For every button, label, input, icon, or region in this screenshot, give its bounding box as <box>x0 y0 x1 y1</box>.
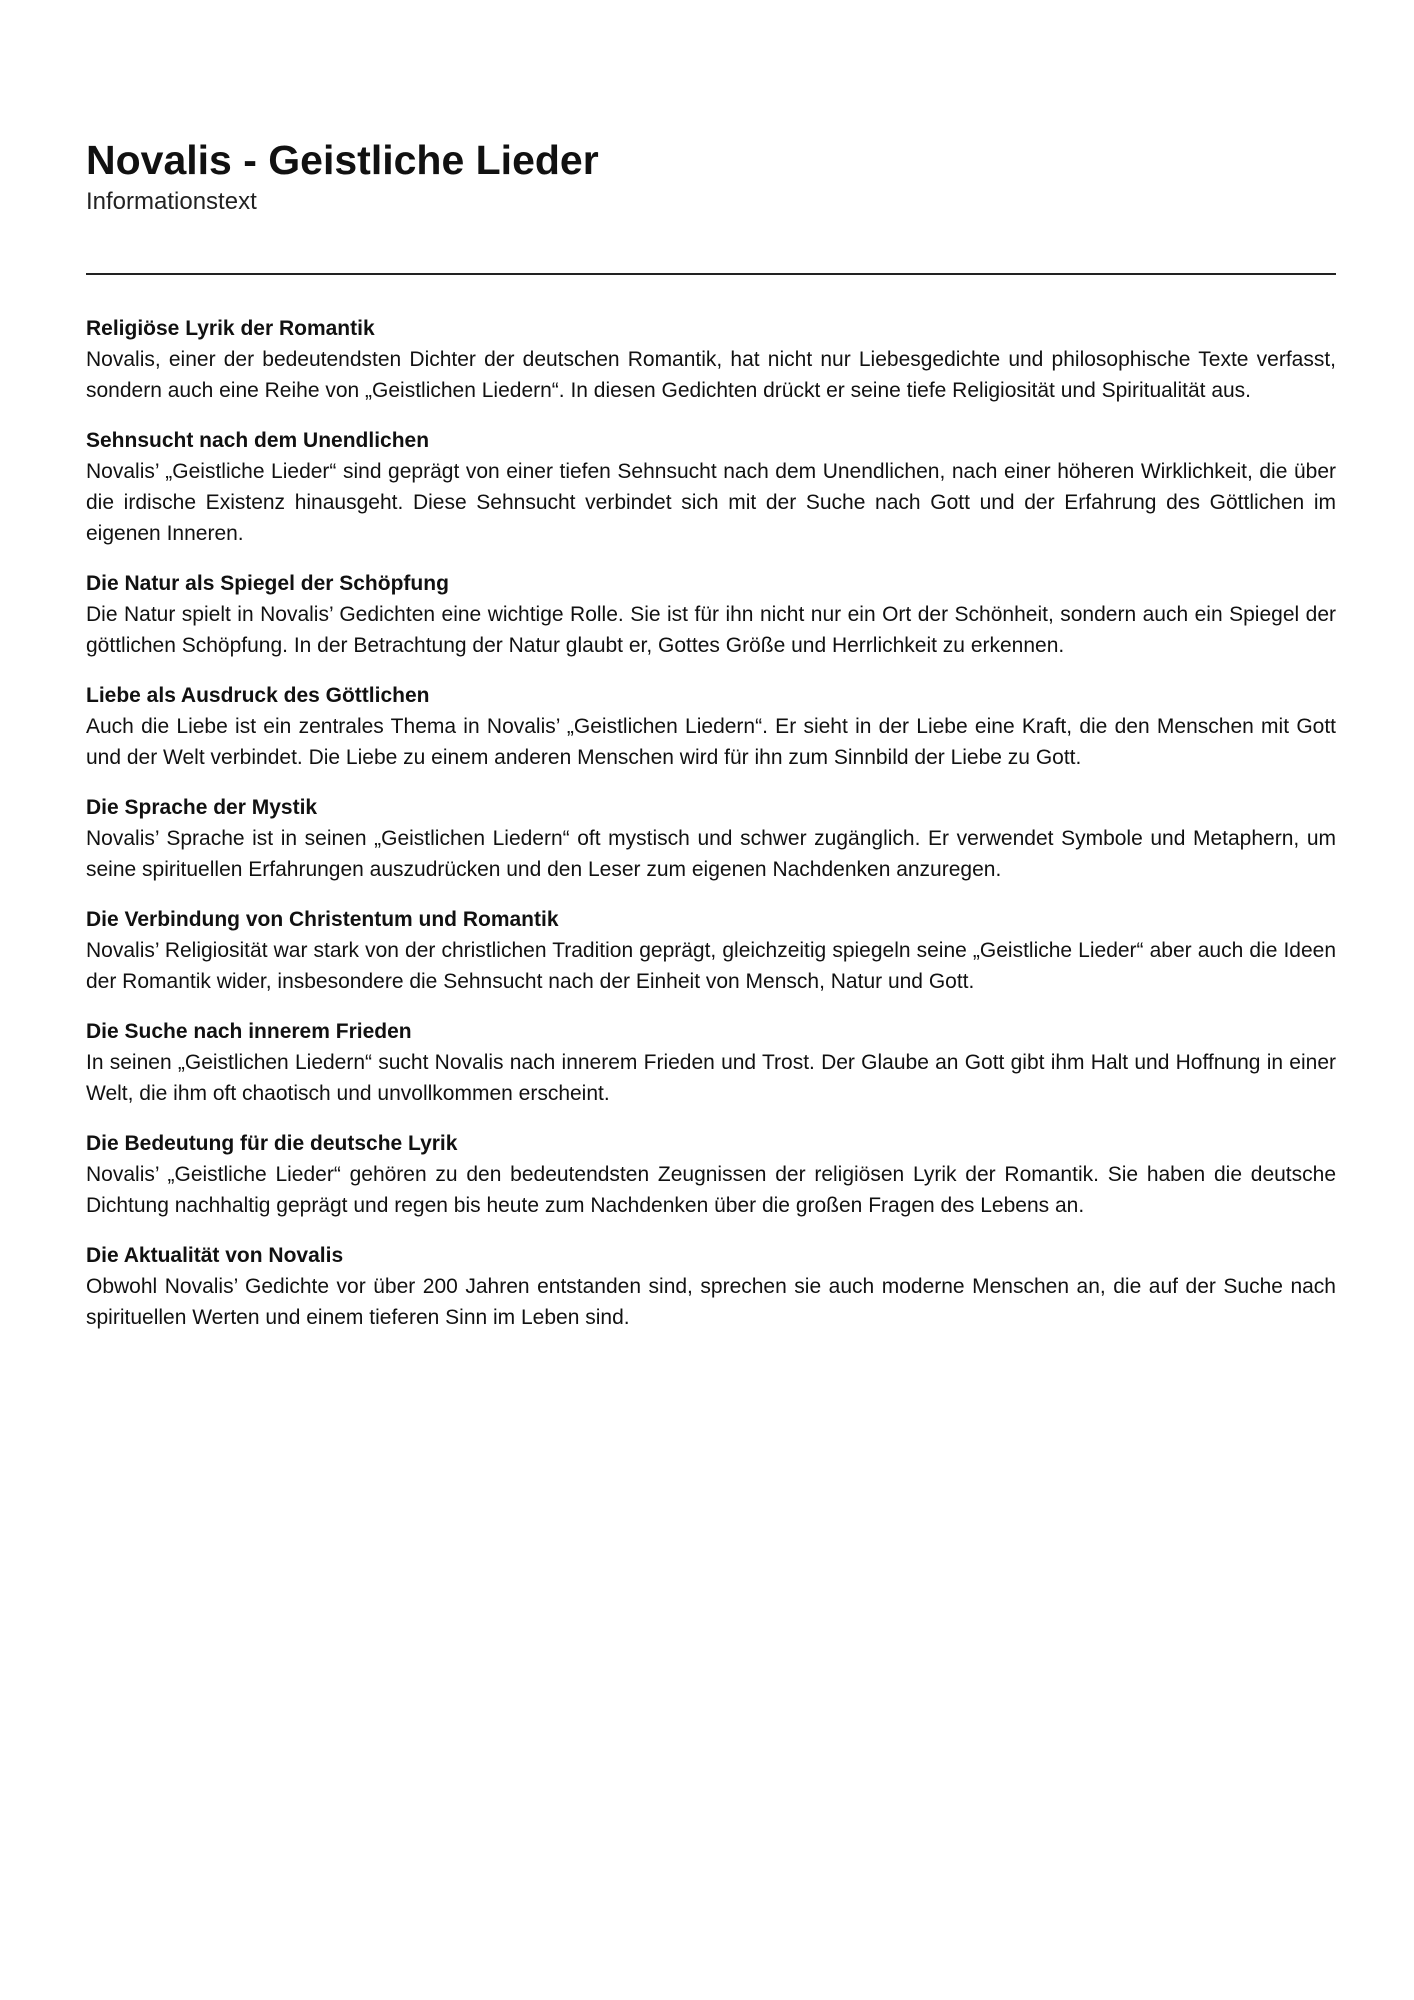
section-religioese-lyrik <box>86 313 1336 406</box>
section-text: In seinen „Geistlichen Liedern“ sucht Novalis nach innerem Frieden und Trost. Der Glaube an Gott gibt ihm Halt und Hoffnung in einer Welt, die ihm oft chaotisch und unvollkommen erscheint. <box>86 1051 1336 1105</box>
section-text: Die Natur spielt in Novalis’ Gedichten eine wichtige Rolle. Sie ist für ihn nicht nur ein Ort der Schönheit, sondern auch ein Spiegel der göttlichen Schöpfung. In der Betrachtung der Natur glaubt er, Gottes Größe und Herrlichkeit zu erkennen. <box>86 603 1336 657</box>
section-heading: Liebe als Ausdruck des Göttlichen <box>86 684 430 707</box>
section-bedeutung-lyrik <box>86 1128 1336 1221</box>
section-sprache-mystik <box>86 792 1336 885</box>
section-heading: Die Natur als Spiegel der Schöpfung <box>86 572 449 595</box>
section-heading: Religiöse Lyrik der Romantik <box>86 317 375 340</box>
section-text: Auch die Liebe ist ein zentrales Thema in Novalis’ „Geistlichen Liedern“. Er sieht in der Liebe eine Kraft, die den Menschen mit Gott und der Welt verbindet. Die Liebe zu einem anderen Menschen wird für ihn zum Sinnbild der Liebe zu Gott. <box>86 715 1336 769</box>
sections-container <box>86 313 1336 1352</box>
section-text: Obwohl Novalis’ Gedichte vor über 200 Jahren entstanden sind, sprechen sie auch moderne Menschen an, die auf der Suche nach spirituellen Werten und einem tieferen Sinn im Leben sind. <box>86 1275 1336 1329</box>
section-heading: Sehnsucht nach dem Unendlichen <box>86 429 430 452</box>
document-page <box>86 136 1336 1329</box>
section-text: Novalis, einer der bedeutendsten Dichter der deutschen Romantik, hat nicht nur Liebesgedichte und philosophische Texte verfasst, sondern auch eine Reihe von „Geistlichen Liedern“. In diesen Gedichten drückt er seine tiefe Religiosität und Spiritualität aus. <box>86 348 1336 402</box>
section-text: Novalis’ Religiosität war stark von der christlichen Tradition geprägt, gleichzeitig spiegeln seine „Geistliche Lieder“ aber auch die Ideen der Romantik wider, insbesondere die Sehnsucht nach der Einheit von Mensch, Natur und Gott. <box>86 939 1336 993</box>
section-heading: Die Suche nach innerem Frieden <box>86 1020 412 1043</box>
section-text: Novalis’ „Geistliche Lieder“ sind geprägt von einer tiefen Sehnsucht nach dem Unendlichen, nach einer höheren Wirklichkeit, die über die irdische Existenz hinausgeht. Diese Sehnsucht verbindet sich mit der Suche nach Gott und der Erfahrung des Göttlichen im eigenen Inneren. <box>86 460 1336 545</box>
page-title: Novalis - Geistliche Lieder <box>86 137 599 183</box>
section-christentum-romantik <box>86 904 1336 997</box>
section-text: Novalis’ „Geistliche Lieder“ gehören zu den bedeutendsten Zeugnissen der religiösen Lyrik der Romantik. Sie haben die deutsche Dichtung nachhaltig geprägt und regen bis heute zum Nachdenken über die großen Fragen des Lebens an. <box>86 1163 1336 1217</box>
section-heading: Die Verbindung von Christentum und Romantik <box>86 908 559 931</box>
section-innerer-frieden <box>86 1016 1336 1109</box>
section-heading: Die Bedeutung für die deutsche Lyrik <box>86 1132 458 1155</box>
section-natur <box>86 568 1336 661</box>
section-aktualitaet <box>86 1240 1336 1333</box>
section-heading: Die Sprache der Mystik <box>86 796 318 819</box>
section-heading: Die Aktualität von Novalis <box>86 1244 344 1267</box>
section-sehnsucht <box>86 425 1336 549</box>
page-subtitle: Informationstext <box>86 188 257 215</box>
section-liebe <box>86 680 1336 773</box>
title-divider <box>86 273 1336 275</box>
section-text: Novalis’ Sprache ist in seinen „Geistlichen Liedern“ oft mystisch und schwer zugänglich. Er verwendet Symbole und Metaphern, um seine spirituellen Erfahrungen auszudrücken und den Leser zum eigenen Nachdenken anzuregen. <box>86 827 1336 881</box>
